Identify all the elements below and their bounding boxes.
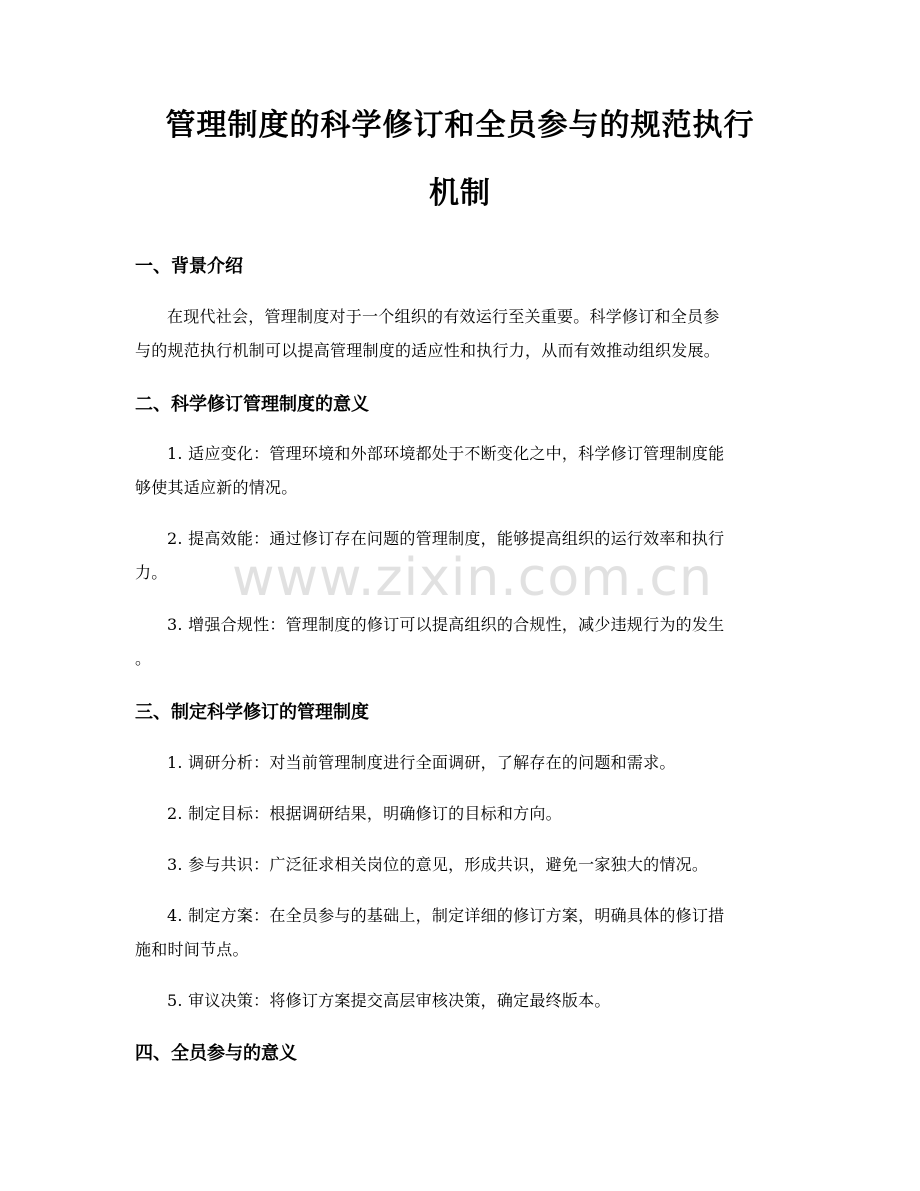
list-item-research — [135, 753, 785, 773]
paragraph-line: 1. 调研分析：对当前管理制度进行全面调研，了解存在的问题和需求。 — [167, 753, 676, 772]
paragraph-line: 够使其适应新的情况。 — [135, 478, 298, 497]
document-title-line-2: 机制 — [429, 176, 491, 211]
paragraph-line: 与的规范执行机制可以提高管理制度的适应性和执行力，从而有效推动组织发展。 — [135, 341, 721, 360]
list-item-plan — [135, 906, 785, 960]
paragraph-line: 3. 参与共识：广泛征求相关岗位的意见，形成共识，避免一家独大的情况。 — [167, 855, 709, 874]
paragraph-line: 2. 提高效能：通过修订存在问题的管理制度，能够提高组织的运行效率和执行 — [167, 529, 725, 548]
section-heading-background: 一、背景介绍 — [135, 256, 243, 277]
list-item-decision — [135, 991, 785, 1011]
paragraph-line: 力。 — [135, 563, 168, 582]
list-item-efficiency — [135, 529, 785, 583]
list-item-consensus — [135, 855, 785, 875]
paragraph-line: 2. 制定目标：根据调研结果，明确修订的目标和方向。 — [167, 804, 562, 823]
section-heading-significance: 二、科学修订管理制度的意义 — [135, 394, 369, 415]
paragraph-line: 3. 增强合规性：管理制度的修订可以提高组织的合规性，减少违规行为的发生 — [167, 615, 725, 634]
paragraph-line: 。 — [135, 649, 152, 668]
list-item-compliance — [135, 615, 785, 669]
paragraph-background — [135, 307, 785, 361]
list-item-goals — [135, 804, 785, 824]
paragraph-line: 4. 制定方案：在全员参与的基础上，制定详细的修订方案，明确具体的修订措 — [167, 906, 725, 925]
paragraph-line: 施和时间节点。 — [135, 940, 249, 959]
document-title-line-1: 管理制度的科学修订和全员参与的规范执行 — [165, 108, 755, 143]
paragraph-line: 1. 适应变化：管理环境和外部环境都处于不断变化之中，科学修订管理制度能 — [167, 444, 725, 463]
section-heading-participation: 四、全员参与的意义 — [135, 1043, 297, 1064]
paragraph-line: 5. 审议决策：将修订方案提交高层审核决策，确定最终版本。 — [167, 991, 611, 1010]
list-item-adapt-change — [135, 444, 785, 498]
section-heading-formulate: 三、制定科学修订的管理制度 — [135, 702, 369, 723]
paragraph-line: 在现代社会，管理制度对于一个组织的有效运行至关重要。科学修订和全员参 — [167, 307, 720, 326]
watermark: www.zixin.com.cn — [232, 548, 713, 608]
